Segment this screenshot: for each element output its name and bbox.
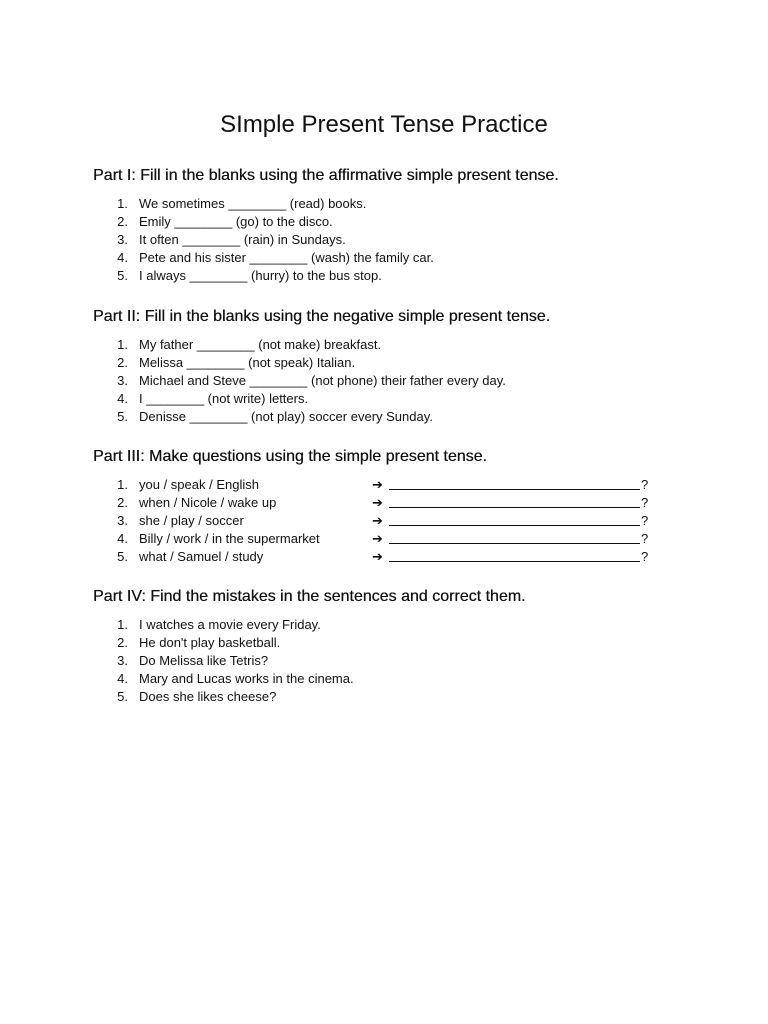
part-1-section — [93, 166, 733, 285]
part-4-list — [93, 616, 733, 706]
item-number: 1. — [117, 617, 128, 632]
question-mark: ? — [641, 477, 649, 492]
item-text: Emily ________ (go) to the disco. — [139, 214, 333, 229]
item-text: you / speak / English — [139, 477, 259, 492]
item-number: 5. — [117, 409, 128, 424]
part-2-item-2 — [93, 354, 733, 372]
item-number: 3. — [117, 513, 128, 528]
item-text: Denisse ________ (not play) soccer every Sunday. — [139, 409, 433, 424]
item-number: 2. — [117, 495, 128, 510]
answer-blank-line — [389, 489, 640, 490]
part-4-item-4 — [93, 670, 733, 688]
item-text: Do Melissa like Tetris? — [139, 653, 269, 668]
item-number: 3. — [117, 232, 128, 247]
item-number: 3. — [117, 373, 128, 388]
part-4-item-1 — [93, 616, 733, 634]
item-number: 4. — [117, 671, 128, 686]
item-number: 5. — [117, 689, 128, 704]
item-number: 4. — [117, 531, 128, 546]
item-text: when / Nicole / wake up — [139, 495, 277, 510]
part-2-item-5 — [93, 408, 733, 426]
item-text: Pete and his sister ________ (wash) the family car. — [139, 250, 434, 265]
part-2-item-1 — [93, 336, 733, 354]
item-number: 3. — [117, 653, 128, 668]
item-text: My father ________ (not make) breakfast. — [139, 337, 382, 352]
answer-blank-line — [389, 525, 640, 526]
part-1-item-1 — [93, 195, 733, 213]
answer-blank-line — [389, 543, 640, 544]
part-3-item-1 — [93, 476, 733, 494]
item-number: 4. — [117, 391, 128, 406]
right-arrow-icon: ➔ — [372, 549, 383, 564]
part-3-section — [93, 447, 733, 566]
item-text: I watches a movie every Friday. — [139, 617, 321, 632]
part-1-item-3 — [93, 231, 733, 249]
part-4-heading: Part IV: Find the mistakes in the sentences and correct them. — [93, 588, 526, 605]
item-text: Does she likes cheese? — [139, 689, 277, 704]
question-mark: ? — [641, 495, 649, 510]
right-arrow-icon: ➔ — [372, 477, 383, 492]
part-2-section — [93, 307, 733, 426]
part-1-item-2 — [93, 213, 733, 231]
part-3-list — [93, 476, 733, 566]
right-arrow-icon: ➔ — [372, 531, 383, 546]
question-mark: ? — [641, 549, 649, 564]
part-1-item-5 — [93, 267, 733, 285]
part-4-section — [93, 587, 733, 706]
page-title: SImple Present Tense Practice — [220, 111, 548, 138]
part-2-item-3 — [93, 372, 733, 390]
part-1-item-4 — [93, 249, 733, 267]
item-text: she / play / soccer — [139, 513, 244, 528]
item-text: It often ________ (rain) in Sundays. — [139, 232, 346, 247]
item-number: 5. — [117, 549, 128, 564]
part-2-heading: Part II: Fill in the blanks using the negative simple present tense. — [93, 308, 551, 325]
part-4-item-5 — [93, 688, 733, 706]
item-text: Melissa ________ (not speak) Italian. — [139, 355, 356, 370]
item-number: 2. — [117, 214, 128, 229]
item-text: I ________ (not write) letters. — [139, 391, 309, 406]
item-number: 1. — [117, 477, 128, 492]
part-4-item-2 — [93, 634, 733, 652]
part-1-heading: Part I: Fill in the blanks using the affirmative simple present tense. — [93, 167, 559, 184]
part-2-list — [93, 336, 733, 426]
part-2-item-4 — [93, 390, 733, 408]
item-text: He don't play basketball. — [139, 635, 281, 650]
item-number: 1. — [117, 196, 128, 211]
item-text: I always ________ (hurry) to the bus stop. — [139, 268, 382, 283]
item-number: 1. — [117, 337, 128, 352]
item-text: Billy / work / in the supermarket — [139, 531, 320, 546]
question-mark: ? — [641, 531, 649, 546]
part-3-item-3 — [93, 512, 733, 530]
item-text: Mary and Lucas works in the cinema. — [139, 671, 354, 686]
answer-blank-line — [389, 507, 640, 508]
right-arrow-icon: ➔ — [372, 495, 383, 510]
question-mark: ? — [641, 513, 649, 528]
item-text: We sometimes ________ (read) books. — [139, 196, 367, 211]
item-text: Michael and Steve ________ (not phone) their father every day. — [139, 373, 506, 388]
item-number: 2. — [117, 635, 128, 650]
part-3-heading: Part III: Make questions using the simple present tense. — [93, 448, 487, 465]
answer-blank-line — [389, 561, 640, 562]
part-3-item-4 — [93, 530, 733, 548]
right-arrow-icon: ➔ — [372, 513, 383, 528]
part-1-list — [93, 195, 733, 285]
item-number: 5. — [117, 268, 128, 283]
item-number: 4. — [117, 250, 128, 265]
part-3-item-5 — [93, 548, 733, 566]
item-number: 2. — [117, 355, 128, 370]
item-text: what / Samuel / study — [139, 549, 264, 564]
part-4-item-3 — [93, 652, 733, 670]
part-3-item-2 — [93, 494, 733, 512]
